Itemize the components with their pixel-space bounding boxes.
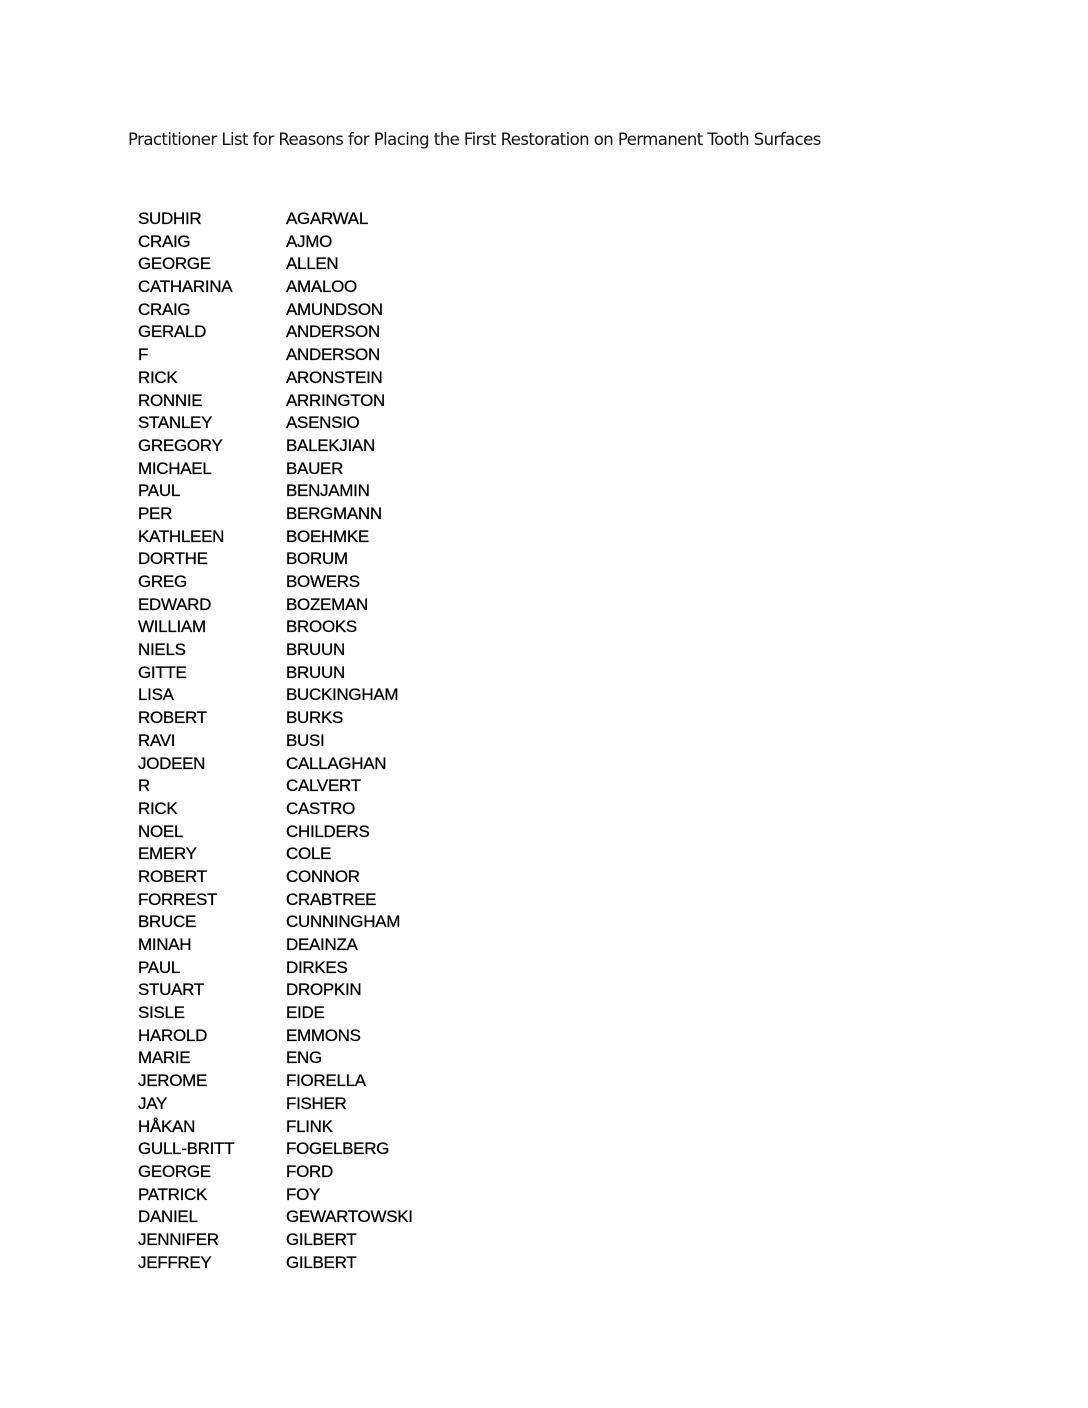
list-item bbox=[138, 1002, 538, 1025]
first-name: GREGORY bbox=[138, 435, 223, 455]
list-item bbox=[138, 957, 538, 980]
last-name: CHILDERS bbox=[286, 821, 370, 841]
list-item bbox=[138, 639, 538, 662]
last-name: EMMONS bbox=[286, 1025, 361, 1045]
list-item bbox=[138, 480, 538, 503]
last-name: DIRKES bbox=[286, 957, 348, 977]
first-name: ROBERT bbox=[138, 866, 207, 886]
first-name: WILLIAM bbox=[138, 617, 206, 637]
first-name: GITTE bbox=[138, 662, 187, 682]
last-name: BROOKS bbox=[286, 617, 357, 637]
first-name: HÅKAN bbox=[138, 1116, 196, 1136]
last-name: FOY bbox=[286, 1184, 321, 1204]
list-item bbox=[138, 1229, 538, 1252]
last-name: EIDE bbox=[286, 1003, 325, 1023]
first-name: FORREST bbox=[138, 889, 218, 909]
last-name: ANDERSON bbox=[286, 322, 380, 342]
last-name: ARRINGTON bbox=[286, 390, 385, 410]
list-item bbox=[138, 1161, 538, 1184]
first-name: GERALD bbox=[138, 322, 207, 342]
list-item bbox=[138, 616, 538, 639]
last-name: FOGELBERG bbox=[286, 1139, 390, 1159]
list-item bbox=[138, 889, 538, 912]
list-item bbox=[138, 1025, 538, 1048]
last-name: GEWARTOWSKI bbox=[286, 1207, 413, 1227]
first-name: ROBERT bbox=[138, 708, 207, 728]
last-name: ARONSTEIN bbox=[286, 367, 383, 387]
last-name: AJMO bbox=[286, 231, 333, 251]
first-name: DORTHE bbox=[138, 549, 208, 569]
last-name: BOZEMAN bbox=[286, 594, 368, 614]
list-item bbox=[138, 707, 538, 730]
first-name: RICK bbox=[138, 798, 178, 818]
first-name: RONNIE bbox=[138, 390, 203, 410]
list-item bbox=[138, 1184, 538, 1207]
first-name: HAROLD bbox=[138, 1025, 208, 1045]
list-item bbox=[138, 821, 538, 844]
list-item bbox=[138, 979, 538, 1002]
last-name: ENG bbox=[286, 1048, 322, 1068]
list-item bbox=[138, 208, 538, 231]
list-item bbox=[138, 1070, 538, 1093]
list-item bbox=[138, 458, 538, 481]
first-name: LISA bbox=[138, 685, 174, 705]
last-name: BORUM bbox=[286, 549, 348, 569]
first-name: MARIE bbox=[138, 1048, 191, 1068]
first-name: SISLE bbox=[138, 1003, 185, 1023]
first-name: CATHARINA bbox=[138, 277, 233, 297]
first-name: JAY bbox=[138, 1093, 168, 1113]
first-name: JODEEN bbox=[138, 753, 206, 773]
first-name: STUART bbox=[138, 980, 204, 1000]
list-item bbox=[138, 548, 538, 571]
first-name: CRAIG bbox=[138, 299, 191, 319]
list-item bbox=[138, 843, 538, 866]
first-name: GREG bbox=[138, 572, 187, 591]
first-name: GEORGE bbox=[138, 1161, 211, 1181]
first-name: MICHAEL bbox=[138, 458, 212, 478]
last-name: BOEHMKE bbox=[286, 526, 369, 546]
last-name: AMUNDSON bbox=[286, 299, 383, 319]
list-item bbox=[138, 662, 538, 685]
last-name: BURKS bbox=[286, 708, 344, 728]
list-item bbox=[138, 321, 538, 344]
last-name: BERGMANN bbox=[286, 503, 382, 523]
last-name: BALEKJIAN bbox=[286, 435, 375, 455]
first-name: KATHLEEN bbox=[138, 526, 225, 546]
first-name: R bbox=[138, 776, 150, 796]
list-item bbox=[138, 753, 538, 776]
last-name: CALVERT bbox=[286, 776, 361, 796]
list-item bbox=[138, 435, 538, 458]
list-item bbox=[138, 1252, 538, 1275]
list-item bbox=[138, 231, 538, 254]
last-name: CRABTREE bbox=[286, 889, 377, 909]
last-name: CALLAGHAN bbox=[286, 753, 387, 773]
first-name: STANLEY bbox=[138, 413, 213, 433]
list-item bbox=[138, 390, 538, 413]
first-name: F bbox=[138, 345, 149, 365]
last-name: AGARWAL bbox=[286, 209, 368, 228]
practitioner-list bbox=[138, 208, 538, 1274]
first-name: CRAIG bbox=[138, 231, 191, 251]
first-name: NIELS bbox=[138, 640, 186, 660]
list-item bbox=[138, 1138, 538, 1161]
list-item bbox=[138, 276, 538, 299]
first-name: JEROME bbox=[138, 1071, 208, 1091]
last-name: DEAINZA bbox=[286, 935, 358, 954]
list-item bbox=[138, 253, 538, 276]
first-name: SUDHIR bbox=[138, 209, 202, 228]
last-name: BRUUN bbox=[286, 662, 345, 682]
last-name: FORD bbox=[286, 1161, 333, 1181]
list-item bbox=[138, 1047, 538, 1070]
last-name: FLINK bbox=[286, 1116, 333, 1136]
list-item bbox=[138, 866, 538, 889]
list-item bbox=[138, 571, 538, 594]
first-name: GEORGE bbox=[138, 254, 211, 274]
last-name: BAUER bbox=[286, 458, 344, 478]
list-item bbox=[138, 412, 538, 435]
list-item bbox=[138, 684, 538, 707]
first-name: PER bbox=[138, 503, 173, 523]
list-item bbox=[138, 775, 538, 798]
list-item bbox=[138, 503, 538, 526]
first-name: JENNIFER bbox=[138, 1229, 219, 1249]
last-name: FIORELLA bbox=[286, 1071, 366, 1091]
last-name: CUNNINGHAM bbox=[286, 912, 401, 932]
last-name: COLE bbox=[286, 844, 332, 864]
list-item bbox=[138, 299, 538, 322]
last-name: BOWERS bbox=[286, 572, 360, 591]
first-name: DANIEL bbox=[138, 1207, 198, 1227]
list-item bbox=[138, 1093, 538, 1116]
list-item bbox=[138, 911, 538, 934]
last-name: BRUUN bbox=[286, 640, 345, 660]
first-name: PAUL bbox=[138, 481, 180, 501]
last-name: BUSI bbox=[286, 730, 325, 750]
last-name: FISHER bbox=[286, 1093, 347, 1113]
last-name: CONNOR bbox=[286, 866, 360, 886]
last-name: GILBERT bbox=[286, 1252, 357, 1272]
last-name: ANDERSON bbox=[286, 345, 380, 365]
list-item bbox=[138, 1206, 538, 1229]
list-item bbox=[138, 526, 538, 549]
last-name: BENJAMIN bbox=[286, 481, 370, 501]
page-title: Practitioner List for Reasons for Placing the First Restoration on Permanent Tooth Surfaces bbox=[128, 130, 821, 149]
list-item bbox=[138, 367, 538, 390]
list-item bbox=[138, 730, 538, 753]
list-item bbox=[138, 344, 538, 367]
first-name: GULL-BRITT bbox=[138, 1139, 235, 1159]
list-item bbox=[138, 1116, 538, 1139]
first-name: PATRICK bbox=[138, 1184, 208, 1204]
last-name: ALLEN bbox=[286, 254, 339, 274]
first-name: RICK bbox=[138, 367, 178, 387]
list-item bbox=[138, 798, 538, 821]
first-name: BRUCE bbox=[138, 912, 197, 932]
first-name: NOEL bbox=[138, 821, 184, 841]
first-name: JEFFREY bbox=[138, 1252, 212, 1272]
last-name: AMALOO bbox=[286, 277, 357, 297]
last-name: BUCKINGHAM bbox=[286, 685, 399, 705]
first-name: RAVI bbox=[138, 730, 176, 750]
last-name: ASENSIO bbox=[286, 413, 360, 433]
last-name: DROPKIN bbox=[286, 980, 362, 1000]
list-item bbox=[138, 594, 538, 617]
first-name: PAUL bbox=[138, 957, 180, 977]
last-name: GILBERT bbox=[286, 1229, 357, 1249]
last-name: CASTRO bbox=[286, 798, 356, 818]
first-name: EDWARD bbox=[138, 594, 212, 614]
first-name: MINAH bbox=[138, 935, 192, 954]
first-name: EMERY bbox=[138, 844, 197, 864]
list-item bbox=[138, 934, 538, 957]
